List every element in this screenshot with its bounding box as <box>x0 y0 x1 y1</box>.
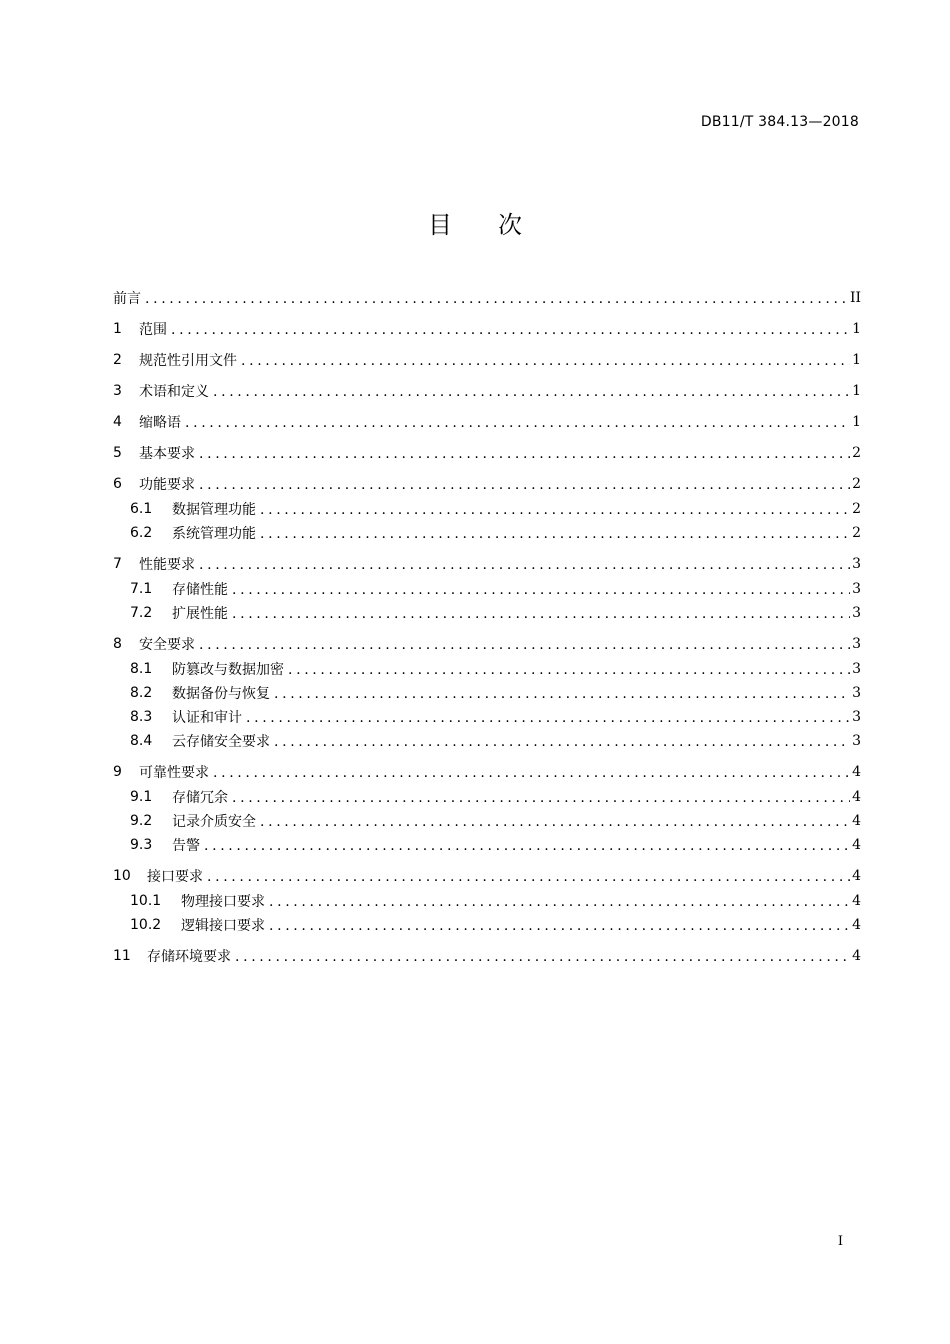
toc-entry-number: 8.1 <box>130 661 153 677</box>
table-of-contents <box>113 286 861 968</box>
toc-entry-label: 存储性能 <box>172 582 228 598</box>
document-code: DB11/T 384.13—2018 <box>700 114 859 130</box>
toc-entry[interactable] <box>113 889 861 913</box>
toc-entry-number: 9.1 <box>130 789 153 805</box>
toc-leader-dots <box>199 477 850 493</box>
toc-entry-page: 3 <box>852 556 861 572</box>
toc-entry-number: 8.3 <box>130 709 153 725</box>
toc-leader-dots <box>232 790 850 806</box>
toc-entry[interactable] <box>113 577 861 601</box>
toc-entry-page: 4 <box>852 893 861 909</box>
toc-entry[interactable] <box>113 657 861 681</box>
toc-leader-dots <box>260 526 850 542</box>
toc-entry-label: 规范性引用文件 <box>139 353 237 369</box>
toc-entry-label: 云存储安全要求 <box>172 734 270 750</box>
toc-entry[interactable] <box>113 809 861 833</box>
toc-leader-dots <box>241 353 850 369</box>
toc-entry[interactable] <box>113 729 861 753</box>
toc-entry-label: 扩展性能 <box>172 606 228 622</box>
toc-leader-dots <box>246 710 850 726</box>
toc-entry-page: 1 <box>852 414 861 430</box>
toc-entry-number: 2 <box>113 352 122 368</box>
page-title <box>0 205 950 240</box>
toc-entry-page: 3 <box>852 685 861 701</box>
toc-entry-label: 物理接口要求 <box>181 894 265 910</box>
toc-entry-page: 2 <box>852 501 861 517</box>
toc-leader-dots <box>199 637 850 653</box>
toc-entry-label: 术语和定义 <box>139 384 209 400</box>
toc-leader-dots <box>213 384 850 400</box>
toc-entry-page: 4 <box>852 837 861 853</box>
toc-entry-page: 3 <box>852 709 861 725</box>
page-number: I <box>837 1234 843 1249</box>
toc-leader-dots <box>145 291 848 307</box>
toc-leader-dots <box>235 949 850 965</box>
toc-entry-page: 4 <box>852 868 861 884</box>
toc-entry[interactable] <box>113 317 861 341</box>
toc-entry-page: 3 <box>852 581 861 597</box>
toc-entry-page: 3 <box>852 636 861 652</box>
toc-entry[interactable] <box>113 348 861 372</box>
toc-entry-label: 性能要求 <box>139 557 195 573</box>
toc-entry-page: 1 <box>852 383 861 399</box>
toc-entry-number: 6.1 <box>130 501 153 517</box>
toc-entry-label: 数据管理功能 <box>172 502 256 518</box>
toc-entry-page: 3 <box>852 733 861 749</box>
toc-entry[interactable] <box>113 601 861 625</box>
title-char-1: 目 <box>428 211 452 239</box>
toc-entry-number: 1 <box>113 321 122 337</box>
toc-entry-number: 8.4 <box>130 733 153 749</box>
toc-leader-dots <box>171 322 850 338</box>
toc-leader-dots <box>213 765 850 781</box>
toc-entry-number: 9 <box>113 764 122 780</box>
toc-entry-page: 4 <box>852 917 861 933</box>
toc-entry[interactable] <box>113 944 861 968</box>
toc-entry[interactable] <box>113 681 861 705</box>
toc-entry-number: 4 <box>113 414 122 430</box>
toc-entry[interactable] <box>113 472 861 496</box>
toc-entry-page: 4 <box>852 789 861 805</box>
toc-leader-dots <box>260 502 850 518</box>
toc-entry-number: 3 <box>113 383 122 399</box>
toc-leader-dots <box>269 894 850 910</box>
toc-leader-dots <box>269 918 850 934</box>
toc-leader-dots <box>199 446 850 462</box>
toc-entry[interactable] <box>113 864 861 888</box>
toc-entry-page: 3 <box>852 661 861 677</box>
toc-entry-label: 基本要求 <box>139 446 195 462</box>
toc-entry-page: 2 <box>852 445 861 461</box>
toc-entry-label: 防篡改与数据加密 <box>172 662 284 678</box>
toc-leader-dots <box>207 869 850 885</box>
toc-entry[interactable] <box>113 913 861 937</box>
toc-entry[interactable] <box>113 286 861 310</box>
toc-entry[interactable] <box>113 632 861 656</box>
toc-entry-label: 前言 <box>113 291 141 307</box>
toc-leader-dots <box>185 415 850 431</box>
toc-entry-number: 10 <box>113 868 131 884</box>
toc-entry-label: 范围 <box>139 322 167 338</box>
toc-entry-number: 5 <box>113 445 122 461</box>
toc-entry[interactable] <box>113 760 861 784</box>
toc-entry-page: 4 <box>852 764 861 780</box>
toc-entry-label: 存储冗余 <box>172 790 228 806</box>
toc-entry-number: 7 <box>113 556 122 572</box>
toc-entry-label: 系统管理功能 <box>172 526 256 542</box>
toc-entry[interactable] <box>113 410 861 434</box>
toc-entry-number: 7.1 <box>130 581 153 597</box>
toc-entry-page: 2 <box>852 525 861 541</box>
toc-entry-number: 6.2 <box>130 525 153 541</box>
toc-entry-number: 7.2 <box>130 605 153 621</box>
toc-entry-label: 存储环境要求 <box>147 949 231 965</box>
toc-entry-page: 1 <box>852 321 861 337</box>
toc-entry-number: 9.3 <box>130 837 153 853</box>
toc-entry-label: 认证和审计 <box>172 710 242 726</box>
toc-entry-label: 缩略语 <box>139 415 181 431</box>
toc-entry-label: 告警 <box>172 838 200 854</box>
toc-entry[interactable] <box>113 497 861 521</box>
toc-entry-number: 9.2 <box>130 813 153 829</box>
toc-entry-label: 逻辑接口要求 <box>181 918 265 934</box>
toc-entry-label: 安全要求 <box>139 637 195 653</box>
toc-entry-label: 数据备份与恢复 <box>172 686 270 702</box>
toc-entry-label: 记录介质安全 <box>172 814 256 830</box>
toc-entry-label: 接口要求 <box>147 869 203 885</box>
toc-entry-page: II <box>849 290 861 306</box>
title-char-2: 次 <box>498 211 522 239</box>
toc-entry[interactable] <box>113 552 861 576</box>
toc-entry-label: 功能要求 <box>139 477 195 493</box>
toc-entry-number: 6 <box>113 476 122 492</box>
toc-entry-number: 11 <box>113 948 131 964</box>
toc-entry-label: 可靠性要求 <box>139 765 209 781</box>
toc-leader-dots <box>232 582 850 598</box>
toc-entry-page: 2 <box>852 476 861 492</box>
toc-leader-dots <box>199 557 850 573</box>
toc-leader-dots <box>204 838 850 854</box>
toc-entry-page: 4 <box>852 948 861 964</box>
toc-entry-page: 1 <box>852 352 861 368</box>
toc-entry[interactable] <box>113 379 861 403</box>
toc-leader-dots <box>274 734 850 750</box>
toc-entry[interactable] <box>113 785 861 809</box>
toc-leader-dots <box>274 686 850 702</box>
toc-entry[interactable] <box>113 441 861 465</box>
toc-entry-page: 4 <box>852 813 861 829</box>
toc-entry-number: 8.2 <box>130 685 153 701</box>
toc-entry-number: 10.1 <box>130 893 162 909</box>
toc-leader-dots <box>232 606 850 622</box>
toc-entry-number: 10.2 <box>130 917 162 933</box>
toc-entry-number: 8 <box>113 636 122 652</box>
toc-entry[interactable] <box>113 521 861 545</box>
toc-entry[interactable] <box>113 705 861 729</box>
toc-entry-page: 3 <box>852 605 861 621</box>
toc-entry[interactable] <box>113 833 861 857</box>
toc-leader-dots <box>288 662 850 678</box>
toc-leader-dots <box>260 814 850 830</box>
